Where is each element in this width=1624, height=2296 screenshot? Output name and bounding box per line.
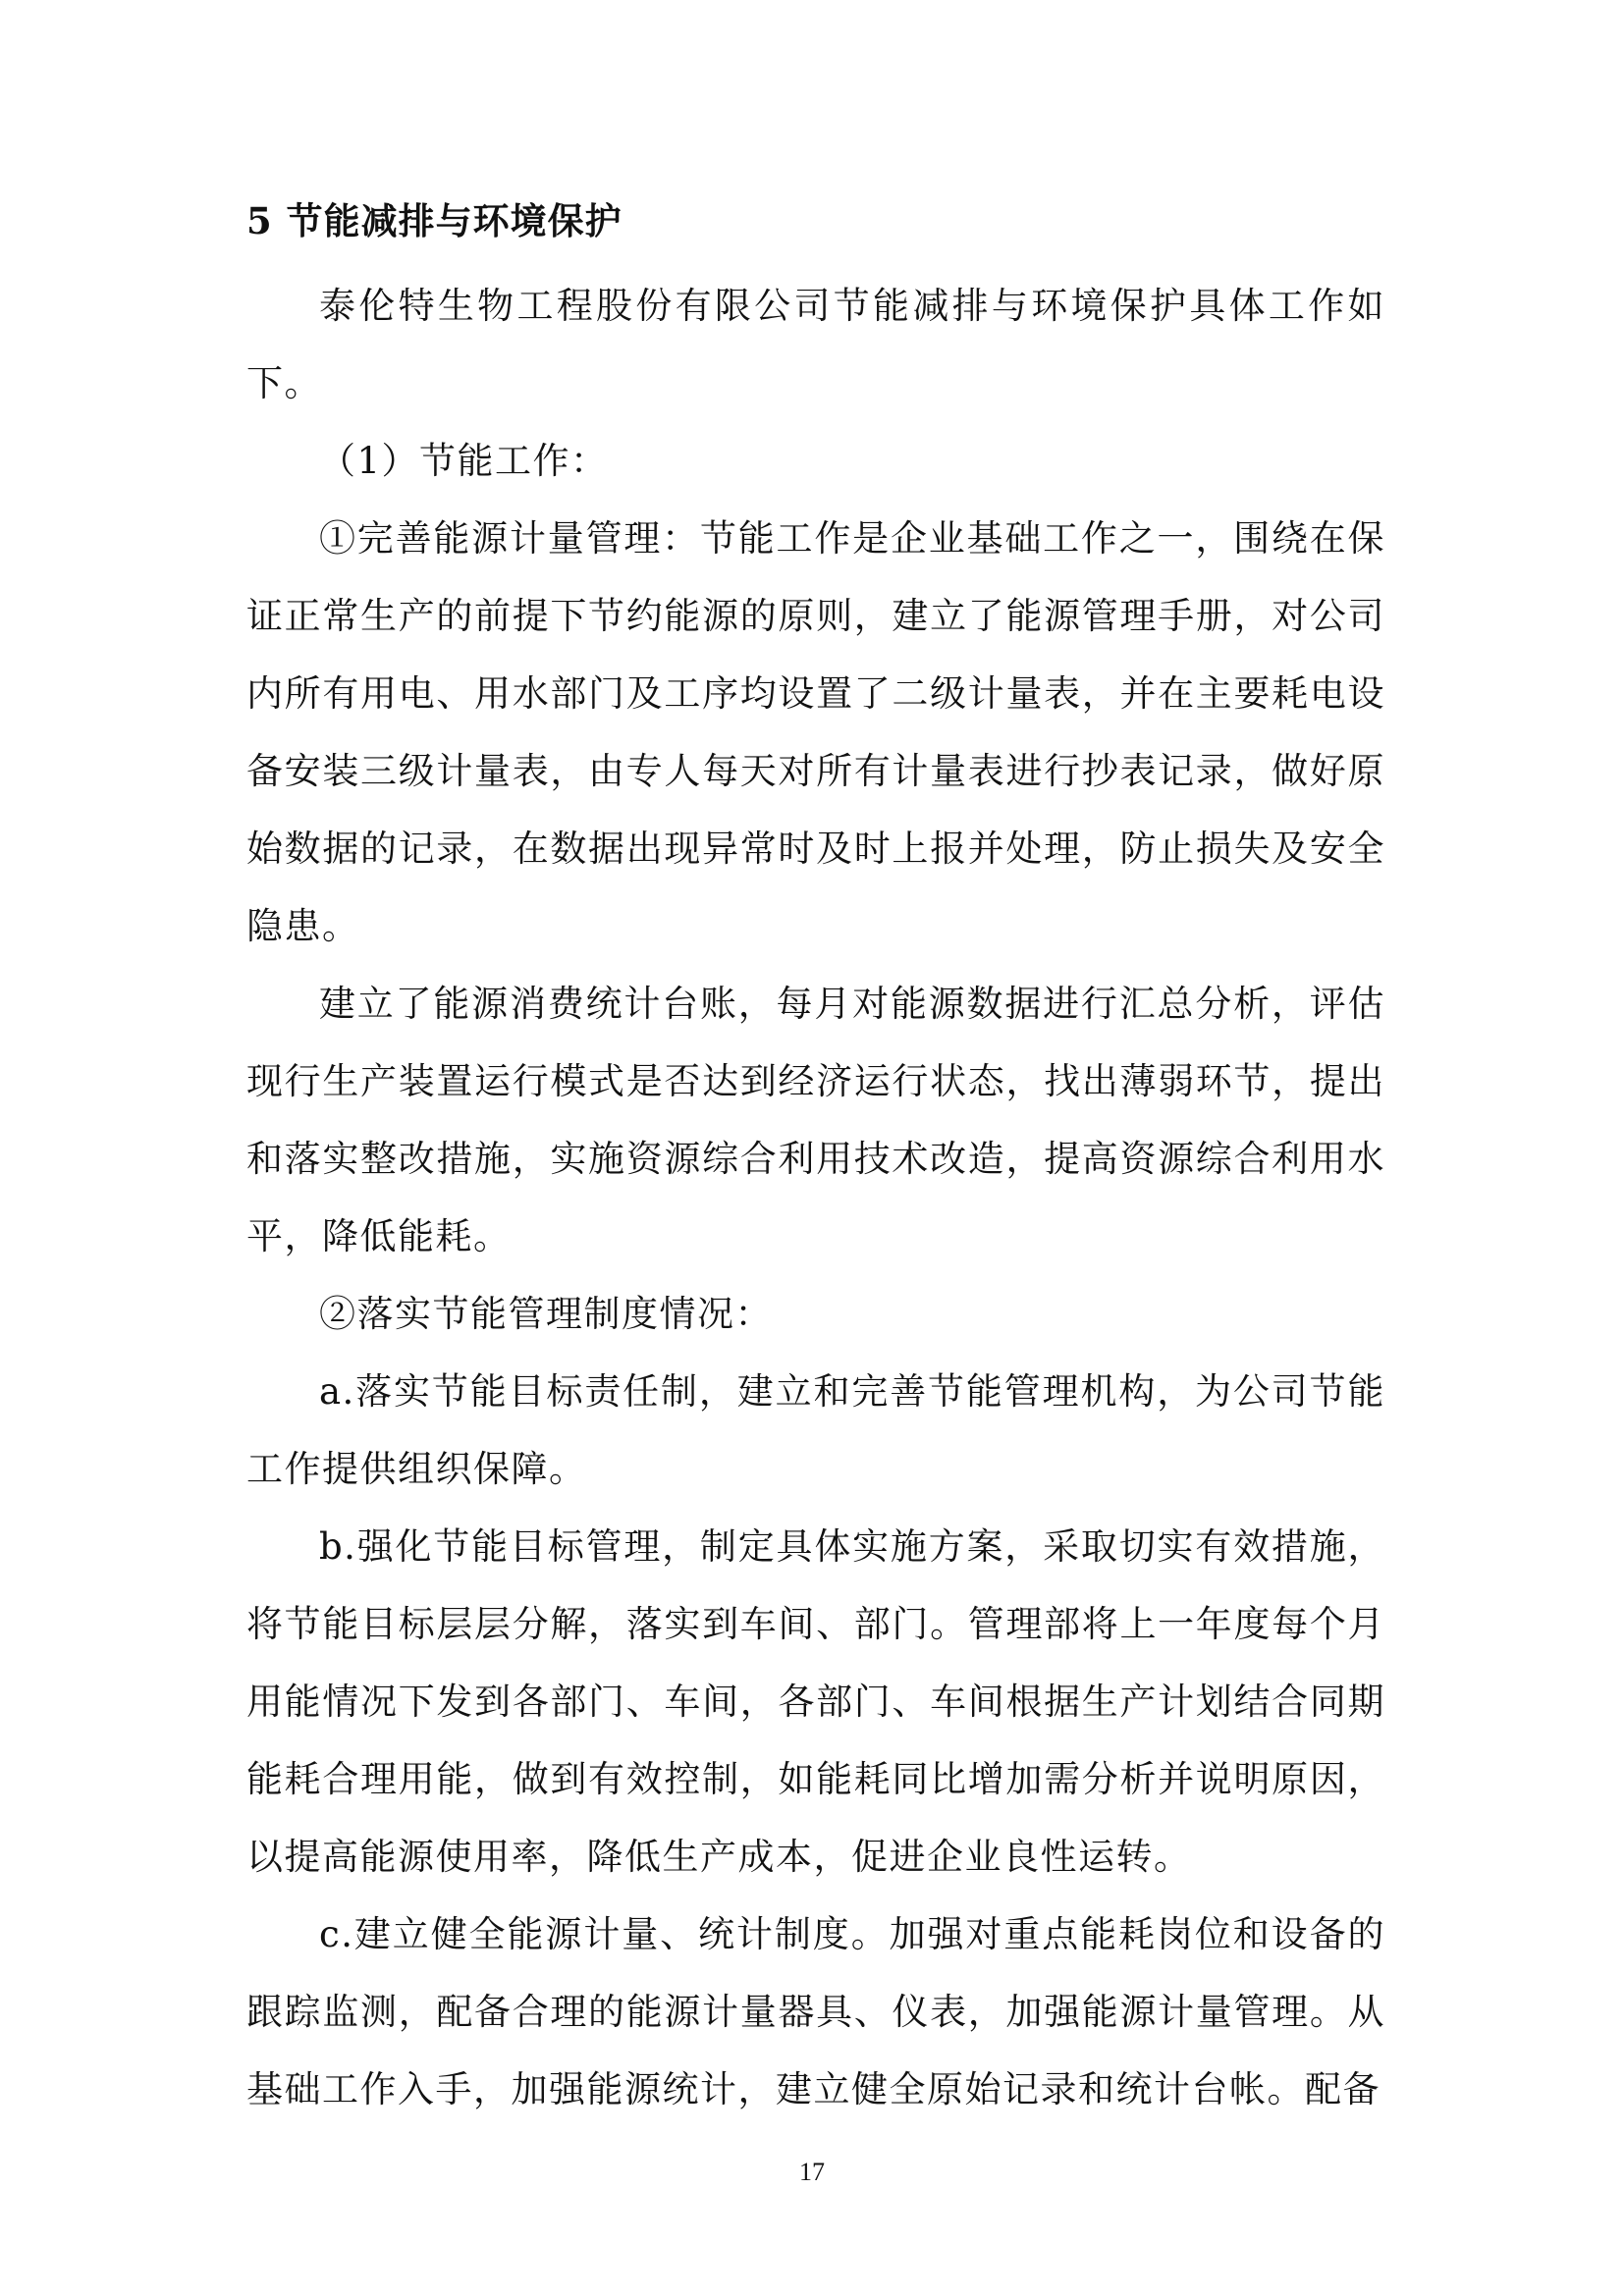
paragraph-item-b: b.强化节能目标管理，制定具体实施方案，采取切实有效措施，将节能目标层层分解，落实到车间、部门。管理部将上一年度每个月用能情况下发到各部门、车间，各部门、车间根据生产计划结合同期能耗合理用能，做到有效控制，如能耗同比增加需分析并说明原因，以提高能源使用率，降低生产成本，促进企业良性运转。: [246, 1525, 1385, 1878]
paragraph-intro: 泰伦特生物工程股份有限公司节能减排与环境保护具体工作如下。: [246, 285, 1385, 404]
page-content: [246, 191, 1385, 2128]
paragraph-item-c: c.建立健全能源计量、统计制度。加强对重点能耗岗位和设备的跟踪监测，配备合理的能源计量器具、仪表，加强能源计量管理。从基础工作入手，加强能源统计，建立健全原始记录和统计台帐。配备: [246, 1913, 1385, 2110]
paragraph-system-heading: ②落实节能管理制度情况：: [319, 1293, 773, 1335]
paragraph-item-a: a.落实节能目标责任制，建立和完善节能管理机构，为公司节能工作提供组织保障。: [246, 1370, 1385, 1490]
body-text: [246, 267, 1385, 2128]
paragraph-energy-work-heading: （1）节能工作：: [319, 440, 609, 482]
paragraph-consumption-ledger: 建立了能源消费统计台账，每月对能源数据进行汇总分析，评估现行生产装置运行模式是否达到经济运行状态，找出薄弱环节，提出和落实整改措施，实施资源综合利用技术改造，提高资源综合利用水平，降低能耗。: [246, 983, 1385, 1257]
page-number: 17: [799, 2158, 825, 2186]
section-heading: 5 节能减排与环境保护: [246, 199, 623, 242]
paragraph-metering-management: ①完善能源计量管理：节能工作是企业基础工作之一，围绕在保证正常生产的前提下节约能源的原则，建立了能源管理手册，对公司内所有用电、用水部门及工序均设置了二级计量表，并在主要耗电设备安装三级计量表，由专人每天对所有计量表进行抄表记录，做好原始数据的记录，在数据出现异常时及时上报并处理，防止损失及安全隐患。: [246, 517, 1385, 947]
